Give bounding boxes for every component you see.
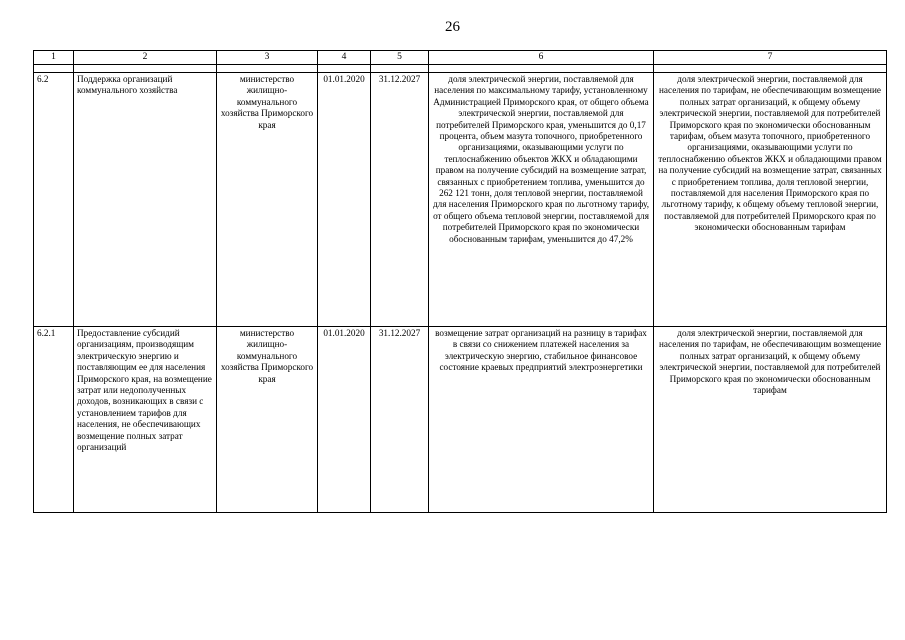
expected-result: возмещение затрат организаций на разницу в тарифах в связи со снижением платежей населения за электрическую энергию, стабильное финансовое состояние краевых предприятий электроэнергетики (429, 327, 654, 513)
table-row (34, 327, 887, 513)
column-number: 3 (217, 51, 318, 65)
measure-name: Поддержка организаций коммунального хозяйства (74, 73, 217, 327)
column-number: 4 (318, 51, 371, 65)
row-number: 6.2.1 (34, 327, 74, 513)
executor: министерство жилищно-коммунального хозяйства Приморского края (217, 73, 318, 327)
start-date: 01.01.2020 (318, 73, 371, 327)
indicator: доля электрической энергии, поставляемой для населения по тарифам, не обеспечивающим возмещение полных затрат организаций, к общему объему электрической энергии, поставляемой для потребителей Приморского края по экономически обоснованным тарифам, объем мазута топочного, приобретенного организациями, оказывающими услуги по теплоснабжению объектов ЖКХ и обладающими правом на получение субсидий на возмещение затрат, связанных с приобретением топлива, доля тепловой энергии, поставляемой для населения Приморского края по льготному тарифу, к общему объему тепловой энергии, поставляемой для потребителей Приморского края по экономически обоснованным тарифам (654, 73, 887, 327)
program-table (33, 50, 887, 513)
row-number: 6.2 (34, 73, 74, 327)
column-number: 1 (34, 51, 74, 65)
end-date: 31.12.2027 (371, 327, 429, 513)
indicator: доля электрической энергии, поставляемой для населения по тарифам, не обеспечивающим возмещение полных затрат организаций, к общему объему электрической энергии, поставляемой для потребителей Приморского края по экономически обоснованным тарифам (654, 327, 887, 513)
spacer-row (34, 65, 887, 73)
executor: министерство жилищно-коммунального хозяйства Приморского края (217, 327, 318, 513)
measure-name: Предоставление субсидий организациям, производящим электрическую энергию и поставляющим ее для населения Приморского края, на возмещение затрат или недополученных доходов, возникающих в связи с установлением тарифов для населения, не обеспечивающих возмещение полных затрат организаций (74, 327, 217, 513)
start-date: 01.01.2020 (318, 327, 371, 513)
page-number: 26 (445, 19, 460, 35)
column-number: 7 (654, 51, 887, 65)
expected-result: доля электрической энергии, поставляемой для населения по максимальному тарифу, установленному Администрацией Приморского края, от общего объема электрической энергии, поставляемой для потребителей Приморского края, уменьшится до 0,17 процента, объем мазута топочного, приобретенного организациями, оказывающими услуги по теплоснабжению объектов ЖКХ и обладающими правом на получение субсидий на возмещение затрат, связанных с приобретением топлива, уменьшится до 262 121 тонн, доля тепловой энергии, поставляемой для населения Приморского края по льготному тарифу, от общего объема тепловой энергии, поставляемой для потребителей Приморского края по экономически обоснованным тарифам, уменьшится до 47,2% (429, 73, 654, 327)
column-number-row (34, 51, 887, 65)
column-number: 6 (429, 51, 654, 65)
table-row (34, 73, 887, 327)
column-number: 5 (371, 51, 429, 65)
end-date: 31.12.2027 (371, 73, 429, 327)
column-number: 2 (74, 51, 217, 65)
